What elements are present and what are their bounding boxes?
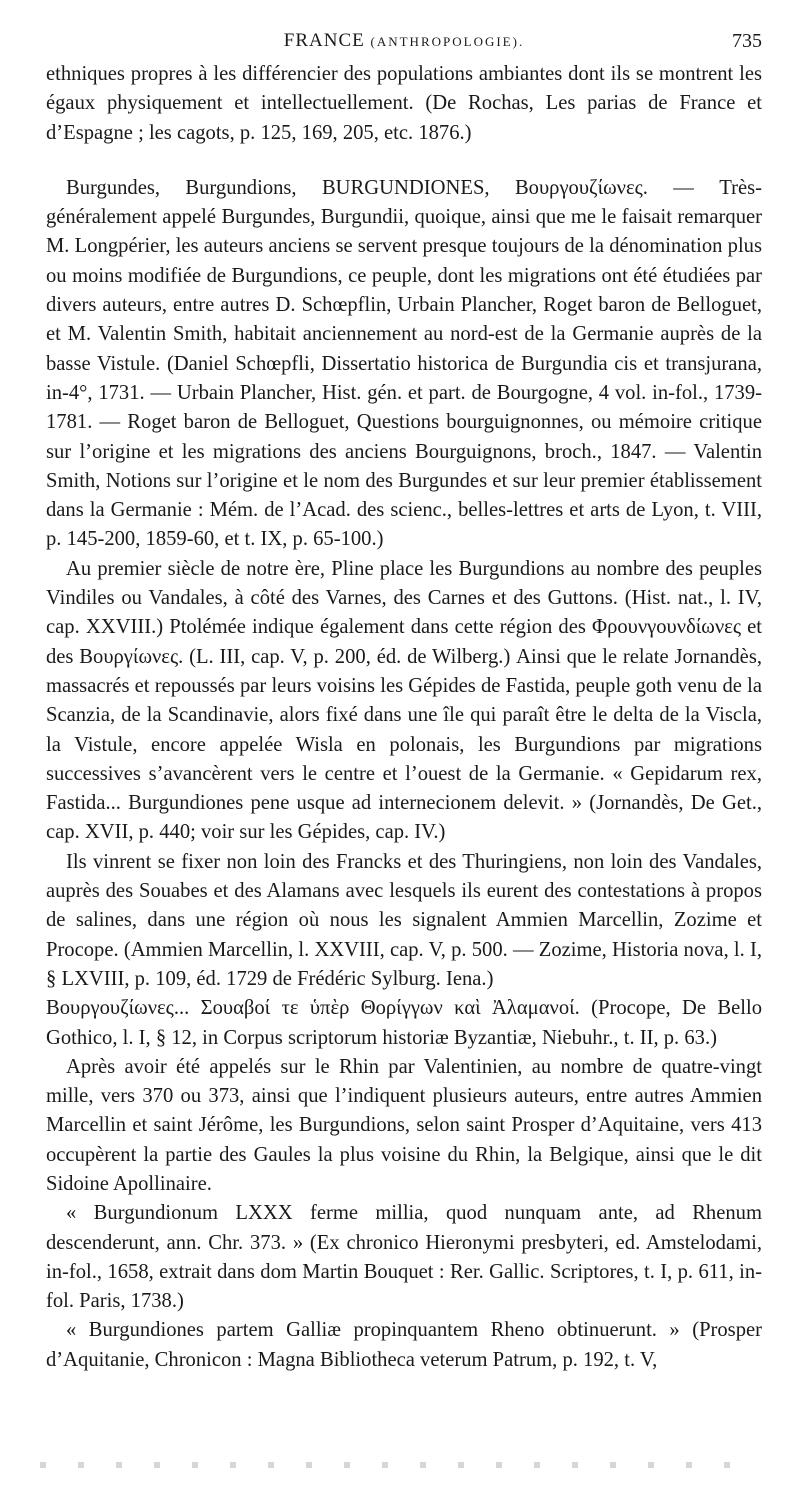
paragraph-hieronymi-quote: « Burgundionum LXXX ferme millia, quod nunquam ante, ad Rhenum descenderunt, ann. Chr. 373. » (Ex chronico Hieronymi presbyteri, ed. Amstelodami, in-fol., 1658, extrait dans dom Martin Bouquet : Rer. Gallic. Scriptores, t. I, p. 611, in-fol. Paris, 1738.) [46, 1202, 762, 1313]
paragraph-cagots-continuation: ethniques propres à les différencier des populations ambiantes dont ils se montrent les égaux physiquement et intellectuellement. (De Rochas, Les parias de France et d’Espagne ; les cagots, p. 125, 169, 205, etc. 1876.) [46, 63, 762, 144]
paragraph-procope-quote: Βουργουζίωνες... Σουαβοί τε ὑπὲρ Θορίγγων καὶ Ἀλαμανοί. (Procope, De Bello Gothico, l. I, § 12, in Corpus scriptorum historiæ Byzantiæ, Niebuhr., t. II, p. 63.) [46, 997, 762, 1049]
header-title-main: FRANCE [283, 30, 365, 51]
paragraph-burgundes-entry: Burgundes, Burgundions, BURGUNDIONES, Βουργουζίωνες. — Très-généralement appelé Burgundes, Burgundii, quoique, ainsi que me le faisait remarquer M. Longpérier, les auteurs anciens se servent presque toujours de la dénomination plus ou moins modifiée de Burgundions, ce peuple, dont les migrations ont été étudiées par divers auteurs, entre autres D. Schœpflin, Urbain Plancher, Roget baron de Belloguet, et M. Valentin Smith, habitait anciennement au nord-est de la Germanie auprès de la basse Vistule. (Daniel Schœpfli, Dissertatio historica de Burgundia cis et transjurana, in-4°, 1731. — Urbain Plancher, Hist. gén. et part. de Bourgogne, 4 vol. in-fol., 1739-1781. — Roget baron de Belloguet, Questions bourguignonnes, ou mémoire critique sur l’origine et les migrations des anciens Bourguignons, broch., 1847. — Valentin Smith, Notions sur l’origine et le nom des Burgundes et sur leur premier établissement dans la Germanie : Mém. de l’Acad. des scienc., belles-lettres et arts de Lyon, t. VIII, p. 145-200, 1859-60, et t. IX, p. 65-100.) [46, 176, 762, 551]
scan-noise-marks [40, 1462, 760, 1468]
page-number: 735 [732, 30, 762, 52]
paragraph-prosper-quote: « Burgundiones partem Galliæ propinquantem Rheno obtinuerunt. » (Prosper d’Aquitanie, Chronicon : Magna Bibliotheca veterum Patrum, p. 192, t. V, [46, 1319, 762, 1371]
paragraph-francks: Ils vinrent se fixer non loin des Francks et des Thuringiens, non loin des Vandales, auprès des Souabes et des Alamans avec lesquels ils eurent des contestations à propos de salines, dans une région où nous les signalent Ammien Marcellin, Zozime et Procope. (Ammien Marcellin, l. XXVIII, cap. V, p. 500. — Zozime, Historia nova, l. I, § LXVIII, p. 109, éd. 1729 de Frédéric Sylburg. Iena.) [46, 850, 762, 990]
header-title [46, 30, 762, 52]
paragraph-pline: Au premier siècle de notre ère, Pline place les Burgundions au nombre des peuples Vindiles ou Vandales, à côté des Varnes, des Carnes et des Guttons. (Hist. nat., l. IV, cap. XXVIII.) Ptolémée indique également dans cette région des Φρουνγουνδίωνες et des Βουργίωνες. (L. III, cap. V, p. 200, éd. de Wilberg.) Ainsi que le relate Jornandès, massacrés et repoussés par leurs voisins les Gépides de Fastida, peuple goth venu de la Scanzia, de la Scandinavie, alors fixé dans une île qui paraît être le delta de la Viscla, la Vistule, encore appelée Wisla en polonais, les Burgundions par migrations successives s’avancèrent vers le centre et l’ouest de la Germanie. « Gepidarum rex, Fastida... Burgundiones pene usque ad internecionem delevit. » (Jornandès, De Get., cap. XVII, p. 440; voir sur les Gépides, cap. IV.) [46, 557, 762, 844]
header-title-sub: (ANTHROPOLOGIE). [370, 34, 525, 49]
text-body [46, 60, 762, 1375]
running-header [46, 30, 762, 60]
paragraph-valentinien: Après avoir été appelés sur le Rhin par Valentinien, au nombre de quatre-vingt mille, vers 370 ou 373, ainsi que l’indiquent plusieurs auteurs, entre autres Ammien Marcellin et saint Jérôme, les Burgundions, selon saint Prosper d’Aquitaine, vers 413 occupèrent la partie des Gaules la plus voisine du Rhin, la Belgique, ainsi que le dit Sidoine Apollinaire. [46, 1055, 762, 1195]
